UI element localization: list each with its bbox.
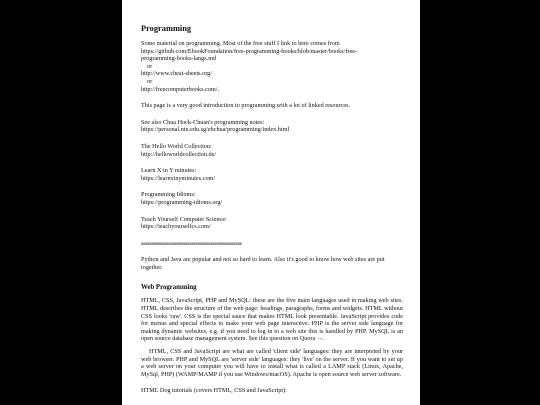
document-page	[122, 0, 420, 405]
or-separator: or	[147, 62, 153, 70]
intro-paragraph	[141, 40, 403, 93]
hello-link[interactable]: http://helloworldcollection.de/	[141, 150, 217, 158]
cheat-sheets-link[interactable]: http://www.cheat-sheets.org/	[141, 70, 212, 78]
web-programming-heading: Web Programming	[141, 284, 197, 292]
tyc-link[interactable]: https://teachyourselfcs.com/	[141, 223, 211, 231]
idioms-link[interactable]: https://programming-idioms.org/	[141, 198, 223, 206]
idioms-label: Programming Idioms:	[141, 191, 196, 199]
document-content	[141, 24, 403, 400]
idioms	[141, 191, 403, 206]
tyc-label: Teach Yourself Computer Science:	[141, 215, 227, 223]
html-dog-link[interactable]: HTML Dog tutorials (covers HTML, CSS and JavaScript):	[141, 387, 287, 395]
page-heading: Programming	[141, 24, 192, 33]
freecomputerbooks-link[interactable]: http://freecomputerbooks.com/.	[141, 85, 220, 93]
intro-text: Some material on programming. Most of the free stuff I link to here comes from	[141, 40, 340, 47]
teach-yourself-cs	[141, 216, 403, 231]
chua-label: See also Chua Hock-Chuan's programming notes:	[141, 118, 265, 126]
learnx-link[interactable]: https://learnxinyminutes.com/	[141, 174, 216, 182]
chua-link[interactable]: https://personal.ntu.edu.sg/ehchua/programming/index.html	[141, 126, 290, 134]
learnx	[141, 167, 403, 182]
web-paragraph-2: HTML, CSS and JavaScript are what are called 'client side' languages: they are interpreted by your web browser. PHP and MySQL are 'server side' languages: they 'live' on the server. If you want to set up a web server on your computer you will have to install what is called a LAMP stack (Linux, Apache, MySql, PHP) (WAMP/MAMP if you use Windows/macOS). Apache is open source web server software.	[141, 348, 403, 378]
hello-world	[141, 143, 403, 158]
or-separator: or	[147, 77, 153, 85]
learnx-label: Learn X in Y minutes:	[141, 167, 197, 175]
python-java-paragraph: Python and Java are popular and not so hard to learn. Also it's good to know how web sites are put together.	[141, 256, 385, 271]
hash-separator: ################################################	[141, 240, 242, 246]
github-link-line2[interactable]: programming-books-langs.md	[141, 55, 217, 63]
github-link-line1[interactable]: https://github.com/EbookFoundation/free-programming-books/blob/master/books/free-	[141, 47, 358, 55]
this-page-link[interactable]: This page is a very good introduction to programming with a lot of linked resources.	[141, 102, 351, 110]
hello-label: The Hello World Collection:	[141, 142, 212, 150]
web-paragraph-1: HTML, CSS, JavaScript, PHP and MySQL: these are the five main languages used in making web sites. HTML describes the structure of the web page: headings, paragraphs, forms and widgets. HTML without CSS looks 'raw'. CSS is the special sauce that makes HTML look presentable. JavaScript provides code for menus and special effects to make your web page interactive. PHP is the server side language for making dynamic websites, e.g. if you need to log in to a web site this is handled by PHP. MySQL is an open source database management system. See this question on Quora →.	[141, 297, 403, 343]
chua-notes	[141, 119, 403, 134]
